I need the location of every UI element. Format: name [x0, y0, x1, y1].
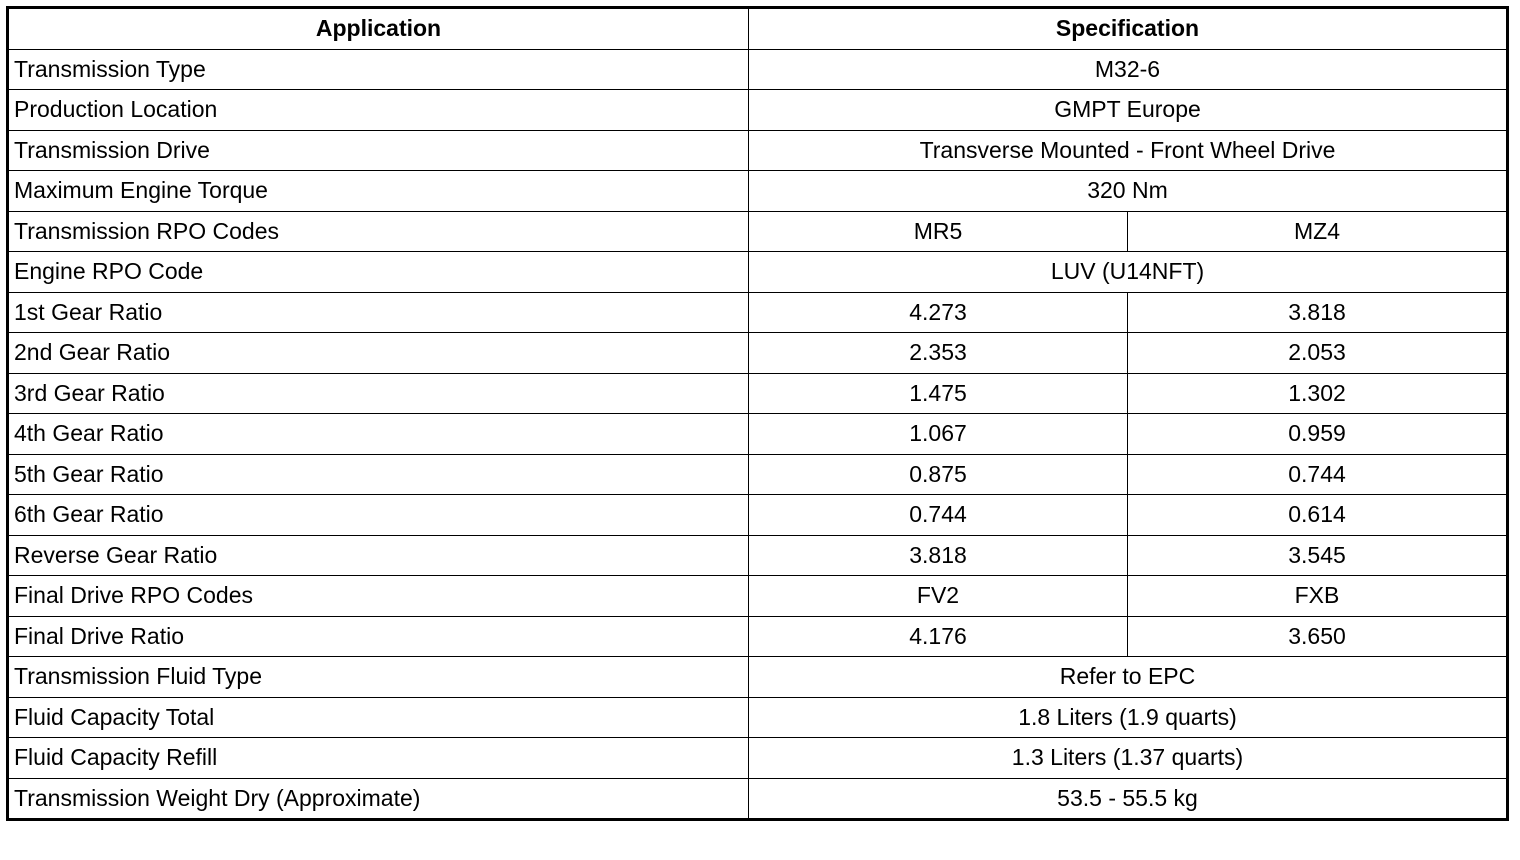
table-row — [8, 657, 1508, 698]
specification-cell-variant-2: 1.302 — [1128, 373, 1508, 414]
specification-cell: 53.5 - 55.5 kg — [749, 778, 1508, 820]
application-cell: Transmission Drive — [8, 130, 749, 171]
specification-cell: LUV (U14NFT) — [749, 252, 1508, 293]
specification-cell: Refer to EPC — [749, 657, 1508, 698]
specification-cell-variant-2: 0.959 — [1128, 414, 1508, 455]
table-row — [8, 171, 1508, 212]
specification-cell-variant-1: 0.744 — [749, 495, 1128, 536]
specification-cell-variant-1: MR5 — [749, 211, 1128, 252]
specification-cell-variant-2: 0.614 — [1128, 495, 1508, 536]
table-row — [8, 576, 1508, 617]
application-cell: Transmission Weight Dry (Approximate) — [8, 778, 749, 820]
application-cell: 5th Gear Ratio — [8, 454, 749, 495]
application-cell: 2nd Gear Ratio — [8, 333, 749, 374]
application-cell: Fluid Capacity Refill — [8, 738, 749, 779]
specification-cell: 1.3 Liters (1.37 quarts) — [749, 738, 1508, 779]
table-row — [8, 49, 1508, 90]
specification-cell-variant-1: 1.067 — [749, 414, 1128, 455]
specification-cell-variant-2: 0.744 — [1128, 454, 1508, 495]
specification-table — [6, 6, 1509, 821]
specification-cell-variant-1: 4.273 — [749, 292, 1128, 333]
header-application: Application — [8, 8, 749, 50]
specification-cell: 1.8 Liters (1.9 quarts) — [749, 697, 1508, 738]
application-cell: Reverse Gear Ratio — [8, 535, 749, 576]
table-header — [8, 8, 1508, 50]
specification-cell: Transverse Mounted - Front Wheel Drive — [749, 130, 1508, 171]
application-cell: Transmission Fluid Type — [8, 657, 749, 698]
header-row — [8, 8, 1508, 50]
specification-cell-variant-1: 4.176 — [749, 616, 1128, 657]
table-row — [8, 292, 1508, 333]
table-row — [8, 495, 1508, 536]
application-cell: 3rd Gear Ratio — [8, 373, 749, 414]
header-specification: Specification — [749, 8, 1508, 50]
specification-cell: M32-6 — [749, 49, 1508, 90]
specification-cell-variant-2: 3.650 — [1128, 616, 1508, 657]
table-row — [8, 414, 1508, 455]
table-row — [8, 738, 1508, 779]
specification-cell: 320 Nm — [749, 171, 1508, 212]
table-row — [8, 252, 1508, 293]
specification-cell-variant-1: 1.475 — [749, 373, 1128, 414]
specification-cell-variant-1: 2.353 — [749, 333, 1128, 374]
specification-cell-variant-1: FV2 — [749, 576, 1128, 617]
table-row — [8, 616, 1508, 657]
specification-cell-variant-1: 0.875 — [749, 454, 1128, 495]
application-cell: Fluid Capacity Total — [8, 697, 749, 738]
application-cell: Final Drive RPO Codes — [8, 576, 749, 617]
application-cell: Engine RPO Code — [8, 252, 749, 293]
specification-cell-variant-1: 3.818 — [749, 535, 1128, 576]
specification-cell-variant-2: FXB — [1128, 576, 1508, 617]
table-row — [8, 697, 1508, 738]
application-cell: Maximum Engine Torque — [8, 171, 749, 212]
specification-cell-variant-2: MZ4 — [1128, 211, 1508, 252]
table-row — [8, 535, 1508, 576]
table-row — [8, 373, 1508, 414]
application-cell: Transmission Type — [8, 49, 749, 90]
table-row — [8, 778, 1508, 820]
application-cell: Final Drive Ratio — [8, 616, 749, 657]
specification-cell-variant-2: 3.818 — [1128, 292, 1508, 333]
table-row — [8, 454, 1508, 495]
application-cell: 6th Gear Ratio — [8, 495, 749, 536]
table-row — [8, 130, 1508, 171]
application-cell: 1st Gear Ratio — [8, 292, 749, 333]
table-body — [8, 49, 1508, 820]
table-row — [8, 211, 1508, 252]
specification-cell-variant-2: 2.053 — [1128, 333, 1508, 374]
specification-cell: GMPT Europe — [749, 90, 1508, 131]
application-cell: 4th Gear Ratio — [8, 414, 749, 455]
application-cell: Transmission RPO Codes — [8, 211, 749, 252]
table-row — [8, 90, 1508, 131]
application-cell: Production Location — [8, 90, 749, 131]
specification-cell-variant-2: 3.545 — [1128, 535, 1508, 576]
table-row — [8, 333, 1508, 374]
